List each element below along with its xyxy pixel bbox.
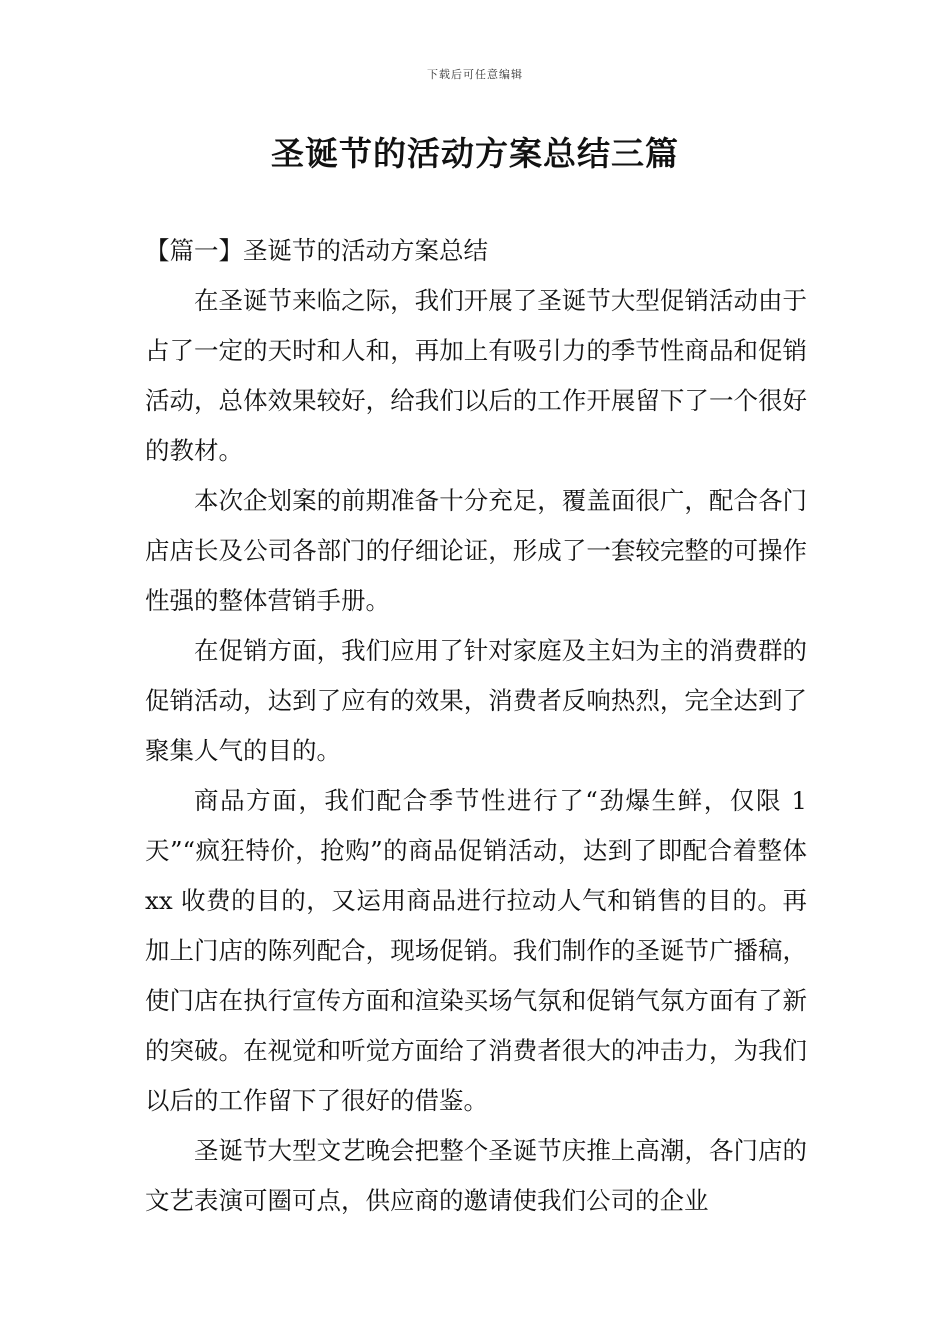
paragraph-1: 在圣诞节来临之际，我们开展了圣诞节大型促销活动由于占了一定的天时和人和，再加上有吸引力的季节性商品和促销活动，总体效果较好，给我们以后的工作开展留下了一个很好的教材。 (145, 286, 807, 465)
document-title: 圣诞节的活动方案总结三篇 (271, 134, 679, 173)
paragraph-5: 圣诞节大型文艺晚会把整个圣诞节庆推上高潮，各门店的文艺表演可圈可点，供应商的邀请使我们公司的企业 (145, 1136, 807, 1215)
paragraph-3: 在促销方面，我们应用了针对家庭及主妇为主的消费群的促销活动，达到了应有的效果，消费者反响热烈，完全达到了聚集人气的目的。 (145, 636, 807, 765)
paragraph-2: 本次企划案的前期准备十分充足，覆盖面很广，配合各门店店长及公司各部门的仔细论证，形成了一套较完整的可操作性强的整体营销手册。 (145, 486, 807, 615)
document-body (145, 226, 807, 1226)
section-heading: 【篇一】圣诞节的活动方案总结 (145, 236, 488, 265)
paragraph-4: 商品方面，我们配合季节性进行了“劲爆生鲜，仅限 1 天”“疯狂特价，抢购”的商品促销活动，达到了即配合着整体 xx 收费的目的，又运用商品进行拉动人气和销售的目的。再加上门店的陈列配合，现场促销。我们制作的圣诞节广播稿，使门店在执行宣传方面和渲染买场气氛和促销气氛方面有了新的突破。在视觉和听觉方面给了消费者很大的冲击力，为我们以后的工作留下了很好的借鉴。 (145, 786, 807, 1115)
page-header-note: 下载后可任意编辑 (427, 68, 523, 81)
